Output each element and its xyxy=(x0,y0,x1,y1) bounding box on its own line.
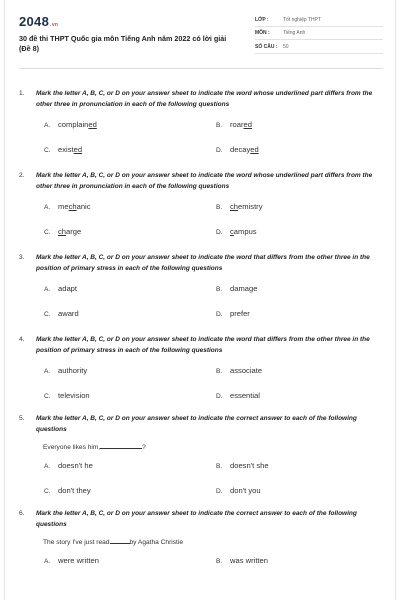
underlined-part: ed xyxy=(243,120,252,129)
question-instruction: Mark the letter A, B, C, or D on your answer sheet to indicate the word whose underlined part differs from the other three in pronunciation in each of the following questions xyxy=(36,90,373,108)
option-letter: A. xyxy=(44,204,51,211)
option-text xyxy=(230,391,260,400)
answer-options xyxy=(44,284,383,318)
answer-options xyxy=(44,461,383,495)
option-letter: D. xyxy=(216,488,223,495)
question-stem xyxy=(43,537,383,546)
option-text xyxy=(58,145,82,154)
option-text-part: television xyxy=(58,391,90,400)
meta-label: SỐ CÂU : xyxy=(255,43,278,50)
question-number: 3. xyxy=(19,253,25,261)
underlined-part: ch xyxy=(68,202,77,211)
option-text-part: ampus xyxy=(233,227,257,236)
question-number: 1. xyxy=(19,89,25,97)
question-header xyxy=(19,335,383,356)
question-number: 6. xyxy=(19,509,25,517)
question-list xyxy=(19,69,383,565)
option-text xyxy=(230,227,257,236)
option-text xyxy=(230,120,252,129)
option-text xyxy=(230,486,261,495)
option-text-part: associate xyxy=(230,366,263,375)
question-instruction: Mark the letter A, B, C, or D on your answer sheet to indicate the word that differs from the other three in the position of primary stress in each of the following questions xyxy=(36,254,370,272)
question-6 xyxy=(19,509,383,565)
answer-option[interactable] xyxy=(216,366,366,375)
answer-options xyxy=(44,120,383,154)
answer-option[interactable] xyxy=(216,486,366,495)
answer-option[interactable] xyxy=(44,145,216,154)
question-instruction: Mark the letter A, B, C, or D on your answer sheet to indicate the word that differs from the other three in the position of primary stress in each of the following questions xyxy=(36,336,370,354)
answer-option[interactable] xyxy=(216,227,366,236)
option-text xyxy=(58,120,97,129)
underlined-part: ch xyxy=(58,227,67,236)
answer-option[interactable] xyxy=(216,145,366,154)
question-instruction: Mark the letter A, B, C, or D on your answer sheet to indicate the correct answer to each of the following questions xyxy=(36,510,357,528)
answer-option[interactable] xyxy=(44,556,216,565)
site-logo[interactable] xyxy=(19,14,234,29)
option-text-part: don't you xyxy=(230,486,261,495)
answer-blank xyxy=(110,537,130,544)
exam-page xyxy=(4,0,396,600)
answer-option[interactable] xyxy=(44,391,216,400)
option-letter: B. xyxy=(216,204,223,211)
meta-label: MÔN : xyxy=(255,30,270,37)
question-number: 5. xyxy=(19,414,25,422)
option-text xyxy=(58,284,77,293)
question-header xyxy=(19,414,383,435)
option-text-part: essential xyxy=(230,391,260,400)
answer-option[interactable] xyxy=(44,309,216,318)
option-text-part: decay xyxy=(230,145,251,154)
option-letter: A. xyxy=(44,463,51,470)
answer-option[interactable] xyxy=(44,486,216,495)
option-letter: D. xyxy=(216,229,223,236)
option-text-part: roar xyxy=(230,120,244,129)
option-text xyxy=(230,461,269,470)
question-4 xyxy=(19,335,383,414)
option-text xyxy=(230,366,262,375)
question-1 xyxy=(19,89,383,171)
option-text xyxy=(230,284,257,293)
underlined-part: ch xyxy=(230,202,239,211)
meta-row-class xyxy=(255,14,383,27)
option-text-part: adapt xyxy=(58,284,78,293)
option-letter: D. xyxy=(216,147,223,154)
stem-text: The story I've just read xyxy=(43,539,110,546)
option-letter: B. xyxy=(216,286,223,293)
option-text-part: prefer xyxy=(230,309,250,318)
answer-option[interactable] xyxy=(44,284,216,293)
option-letter: C. xyxy=(44,488,51,495)
option-text-part: doesn't she xyxy=(230,461,269,470)
underlined-part: ed xyxy=(88,120,97,129)
question-spacer xyxy=(19,495,383,509)
answer-option[interactable] xyxy=(44,227,216,236)
answer-option[interactable] xyxy=(216,556,366,565)
stem-text-after: by Agatha Christie xyxy=(129,539,184,546)
underlined-part: ed xyxy=(250,145,259,154)
meta-label: LỚP : xyxy=(255,16,269,23)
option-letter: B. xyxy=(216,558,223,565)
option-text xyxy=(58,227,81,236)
option-letter: A. xyxy=(44,286,51,293)
option-letter: C. xyxy=(44,311,51,318)
option-text-part: was written xyxy=(230,556,268,565)
meta-row-count xyxy=(255,41,383,54)
question-instruction: Mark the letter A, B, C, or D on your answer sheet to indicate the correct answer to each of the following questions xyxy=(36,415,357,433)
answer-option[interactable] xyxy=(216,461,366,470)
exam-header xyxy=(19,0,383,69)
option-text xyxy=(230,556,268,565)
meta-value: Tiếng Anh xyxy=(283,30,306,37)
logo-main: 2048 xyxy=(19,14,50,29)
meta-value: 50 xyxy=(283,43,289,50)
option-text xyxy=(58,202,91,211)
option-text xyxy=(58,309,79,318)
option-text-part: arge xyxy=(66,227,82,236)
option-text-part: complain xyxy=(58,120,89,129)
question-spacer xyxy=(19,318,383,335)
answer-option[interactable] xyxy=(44,202,216,211)
question-header xyxy=(19,171,383,192)
option-text-part: anic xyxy=(76,202,91,211)
option-text-part: authority xyxy=(58,366,88,375)
question-spacer xyxy=(19,154,383,171)
option-text xyxy=(58,366,87,375)
answer-option[interactable] xyxy=(44,120,216,129)
option-text-part: emistry xyxy=(238,202,263,211)
option-letter: B. xyxy=(216,463,223,470)
meta-row-subject xyxy=(255,28,383,41)
answer-options xyxy=(44,556,383,565)
option-letter: A. xyxy=(44,558,51,565)
answer-option[interactable] xyxy=(216,391,366,400)
option-letter: A. xyxy=(44,368,51,375)
option-text-part: award xyxy=(58,309,79,318)
option-text-part: don't they xyxy=(58,486,91,495)
logo-suffix: .vn xyxy=(50,22,59,28)
answer-option[interactable] xyxy=(216,202,366,211)
question-5 xyxy=(19,414,383,509)
answer-option[interactable] xyxy=(44,366,216,375)
option-text-part: doesn't he xyxy=(58,461,93,470)
answer-options xyxy=(44,202,383,236)
answer-option[interactable] xyxy=(44,461,216,470)
document-title: 30 đề thi THPT Quốc gia môn Tiếng Anh năm 2022 có lời giải (Đề 8) xyxy=(19,34,227,53)
option-text xyxy=(58,486,91,495)
underlined-part: ed xyxy=(73,145,83,154)
question-header xyxy=(19,89,383,110)
question-number: 2. xyxy=(19,171,25,179)
question-header xyxy=(19,509,383,530)
answer-option[interactable] xyxy=(216,120,366,129)
option-text xyxy=(58,556,99,565)
question-spacer xyxy=(19,400,383,414)
header-left xyxy=(19,14,234,68)
option-text-part: me xyxy=(58,202,69,211)
question-instruction: Mark the letter A, B, C, or D on your answer sheet to indicate the word whose underlined part differs from the other three in pronunciation in each of the following questions xyxy=(36,172,373,190)
option-text-part: were written xyxy=(58,556,99,565)
answer-option[interactable] xyxy=(216,309,366,318)
option-letter: C. xyxy=(44,393,51,400)
option-letter: B. xyxy=(216,122,223,129)
option-text xyxy=(230,202,263,211)
question-number: 4. xyxy=(19,335,25,343)
option-letter: D. xyxy=(216,393,223,400)
option-text xyxy=(230,309,250,318)
stem-text: Everyone likes him, xyxy=(43,444,101,451)
option-letter: C. xyxy=(44,147,51,154)
exam-meta xyxy=(255,14,383,68)
option-text xyxy=(230,145,259,154)
answer-option[interactable] xyxy=(216,284,366,293)
question-2 xyxy=(19,171,383,253)
option-text xyxy=(58,461,93,470)
answer-options xyxy=(44,366,383,400)
option-text-part: exist xyxy=(58,145,74,154)
meta-value: Tốt nghiệp THPT xyxy=(283,16,321,23)
question-stem xyxy=(43,442,383,451)
option-letter: B. xyxy=(216,368,223,375)
option-letter: A. xyxy=(44,122,51,129)
underlined-part: c xyxy=(230,227,234,236)
question-3 xyxy=(19,253,383,335)
answer-blank xyxy=(100,442,142,449)
question-header xyxy=(19,253,383,274)
option-text xyxy=(58,391,90,400)
option-letter: C. xyxy=(44,229,51,236)
option-letter: D. xyxy=(216,311,223,318)
stem-text-after: ? xyxy=(142,444,146,451)
option-text-part: damage xyxy=(230,284,258,293)
question-spacer xyxy=(19,236,383,253)
